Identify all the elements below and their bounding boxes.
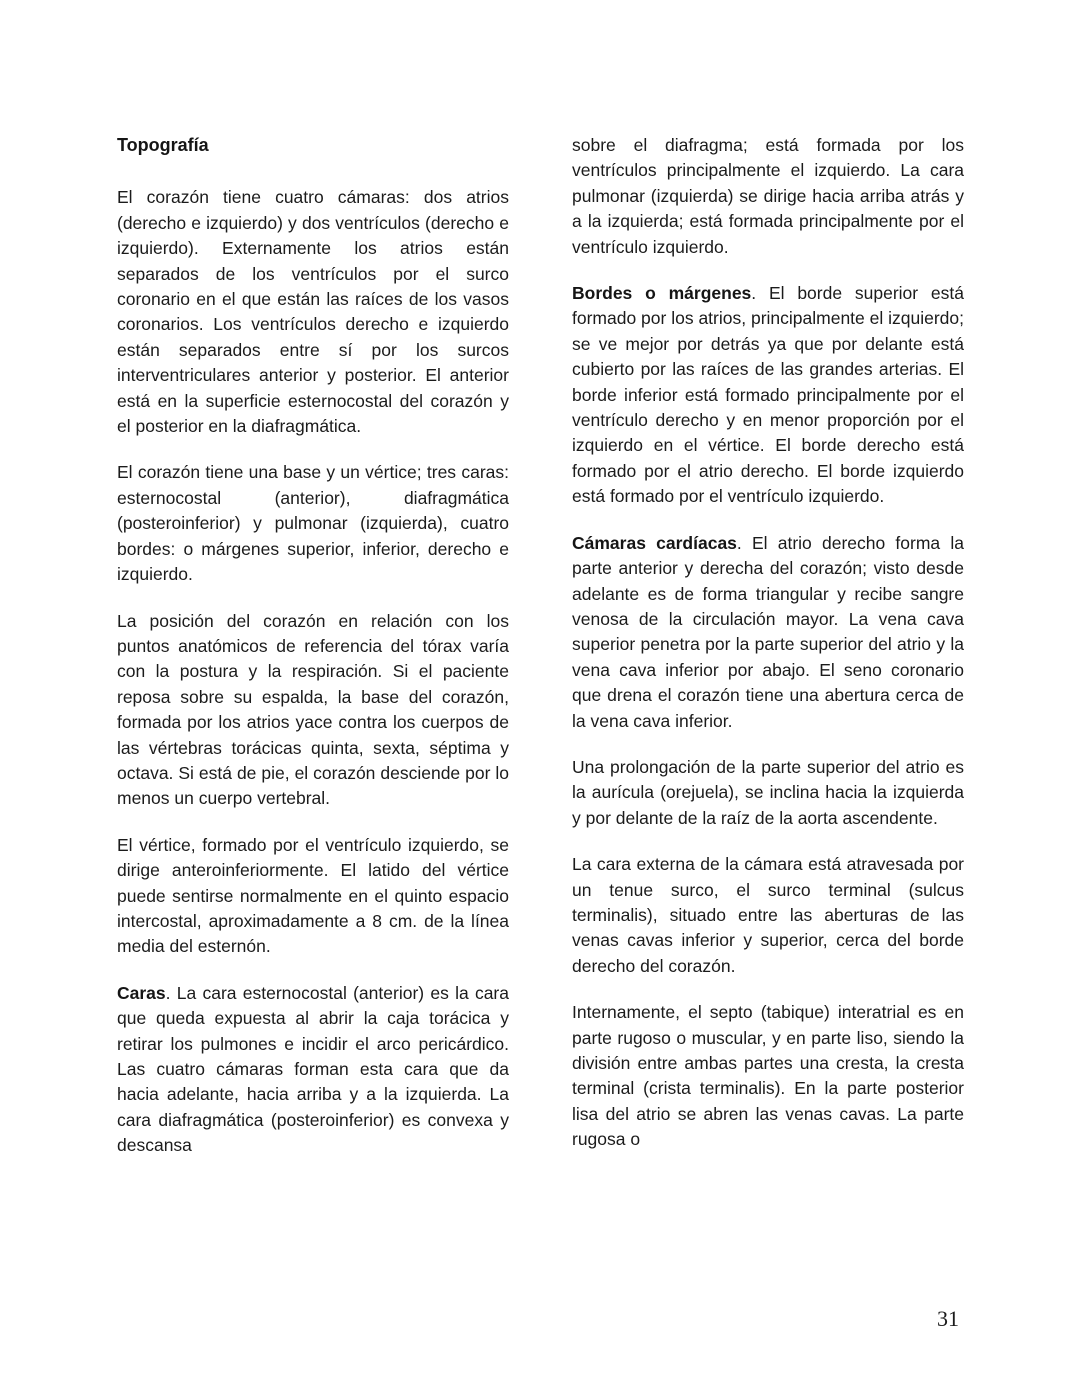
- paragraph: [572, 281, 964, 510]
- paragraph: [572, 133, 964, 260]
- paragraph: [572, 531, 964, 734]
- paragraph: [117, 981, 509, 1159]
- paragraph-body: El corazón tiene cuatro cámaras: dos atrios (derecho e izquierdo) y dos ventrículos (derecho e izquierdo). Externamente los atrios están separados de los ventrículos por el surco coronario en el que están las raíces de los vasos coronarios. Los ventrículos derecho e izquierdo están separados entre sí por los surcos interventriculares anterior y posterior. El anterior está en la superficie esternocostal del corazón y el posterior en la diafragmática.: [117, 187, 509, 437]
- paragraph-body: . El borde superior está formado por los atrios, principalmente el izquierdo; se ve mejor por detrás ya que por delante está cubierto por las raíces de las grandes arterias. El borde inferior está formado principalmente por el ventrículo derecho y en menor proporción por el izquierdo en el vértice. El borde derecho está formado por el atrio derecho. El borde izquierdo está formado por el ventrículo izquierdo.: [572, 283, 964, 507]
- page-number: 31: [937, 1306, 959, 1331]
- right-column: [572, 133, 964, 1159]
- paragraph-body: El corazón tiene una base y un vértice; tres caras: esternocostal (anterior), diafragmática (posteroinferior) y pulmonar (izquierda), cuatro bordes: o márgenes superior, inferior, derecho e izquierdo.: [117, 462, 509, 585]
- paragraph: [572, 1000, 964, 1152]
- paragraph: [117, 460, 509, 587]
- paragraph: [117, 185, 509, 439]
- paragraph-lead: Caras: [117, 982, 166, 1003]
- paragraph-body: . La cara esternocostal (anterior) es la cara que queda expuesta al abrir la caja torácica y retirar los pulmones e incidir el arco pericárdico. Las cuatro cámaras forman esta cara que da hacia adelante, hacia arriba y a la izquierda. La cara diafragmática (posteroinferior) es convexa y descansa: [117, 982, 509, 1156]
- paragraph: [117, 609, 509, 812]
- paragraph-lead: Cámaras cardíacas: [572, 532, 737, 553]
- paragraph: [572, 755, 964, 831]
- paragraph-body: Una prolongación de la parte superior del atrio es la aurícula (orejuela), se inclina hacia la izquierda y por delante de la raíz de la aorta ascendente.: [572, 756, 964, 828]
- paragraph-body: El vértice, formado por el ventrículo izquierdo, se dirige anteroinferiormente. El latido del vértice puede sentirse normalmente en el quinto espacio intercostal, aproximadamente a 8 cm. de la línea media del esternón.: [117, 834, 509, 957]
- paragraph-body: Internamente, el septo (tabique) interatrial es en parte rugoso o muscular, y en parte liso, siendo la división entre ambas partes una cresta, la cresta terminal (crista terminalis). En la parte posterior lisa del atrio se abren las venas cavas. La parte rugosa o: [572, 1002, 964, 1150]
- paragraph: [572, 852, 964, 979]
- two-column-text-body: [117, 133, 964, 1159]
- paragraph-body: sobre el diafragma; está formada por los ventrículos principalmente el izquierdo. La cara pulmonar (izquierda) se dirige hacia arriba atrás y a la izquierda; está formada principalmente por el ventrículo izquierdo.: [572, 135, 964, 257]
- paragraph-lead: Bordes o márgenes: [572, 283, 752, 304]
- paragraph-body: La posición del corazón en relación con los puntos anatómicos de referencia del tórax varía con la postura y la respiración. Si el paciente reposa sobre su espalda, la base del corazón, formada por los atrios yace contra los cuerpos de las vértebras torácicas quinta, sexta, séptima y octava. Si está de pie, el corazón desciende por lo menos un cuerpo vertebral.: [117, 610, 509, 809]
- section-heading: Topografía: [117, 135, 209, 155]
- paragraph-body: . El atrio derecho forma la parte anterior y derecha del corazón; visto desde adelante es de forma triangular y recibe sangre venosa de la circulación mayor. La vena cava superior penetra por la parte superior del atrio y la vena cava inferior por abajo. El seno coronario que drena el corazón tiene una abertura cerca de la vena cava inferior.: [572, 532, 964, 731]
- paragraph: [117, 833, 509, 960]
- left-column: [117, 133, 509, 1159]
- paragraph-body: La cara externa de la cámara está atravesada por un tenue surco, el surco terminal (sulcus terminalis), situado entre las aberturas de las venas cavas inferior y superior, cerca del borde derecho del corazón.: [572, 854, 964, 976]
